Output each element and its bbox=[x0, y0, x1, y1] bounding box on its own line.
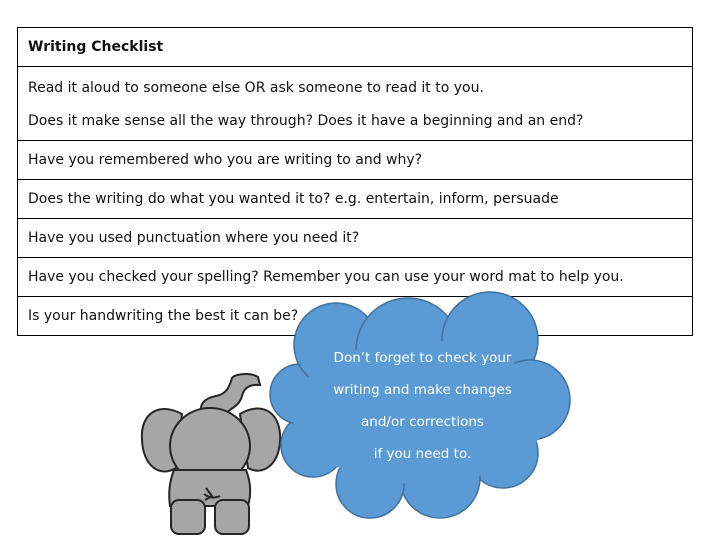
checklist-item-handwriting: Is your handwriting the best it can be? bbox=[18, 297, 693, 336]
bubble-line: and/or corrections bbox=[361, 414, 484, 430]
bubble-line: writing and make changes bbox=[333, 382, 512, 398]
checklist-item-audience: Have you remembered who you are writing to and why? bbox=[18, 141, 693, 180]
elephant-back-icon bbox=[142, 374, 280, 534]
bubble-line: Don’t forget to check your bbox=[333, 350, 512, 366]
checklist-line: Does it make sense all the way through? Does it have a beginning and an end? bbox=[28, 112, 584, 129]
checklist-title: Writing Checklist bbox=[18, 28, 693, 67]
checklist-item-purpose: Does the writing do what you wanted it to? e.g. entertain, inform, persuade bbox=[18, 180, 693, 219]
bubble-line: if you need to. bbox=[373, 446, 472, 462]
checklist-item-spelling: Have you checked your spelling? Remember you can use your word mat to help you. bbox=[18, 258, 693, 297]
checklist-line: Read it aloud to someone else OR ask someone to read it to you. bbox=[28, 79, 484, 96]
bubble-message bbox=[300, 342, 545, 470]
checklist-item-punctuation: Have you used punctuation where you need it? bbox=[18, 219, 693, 258]
